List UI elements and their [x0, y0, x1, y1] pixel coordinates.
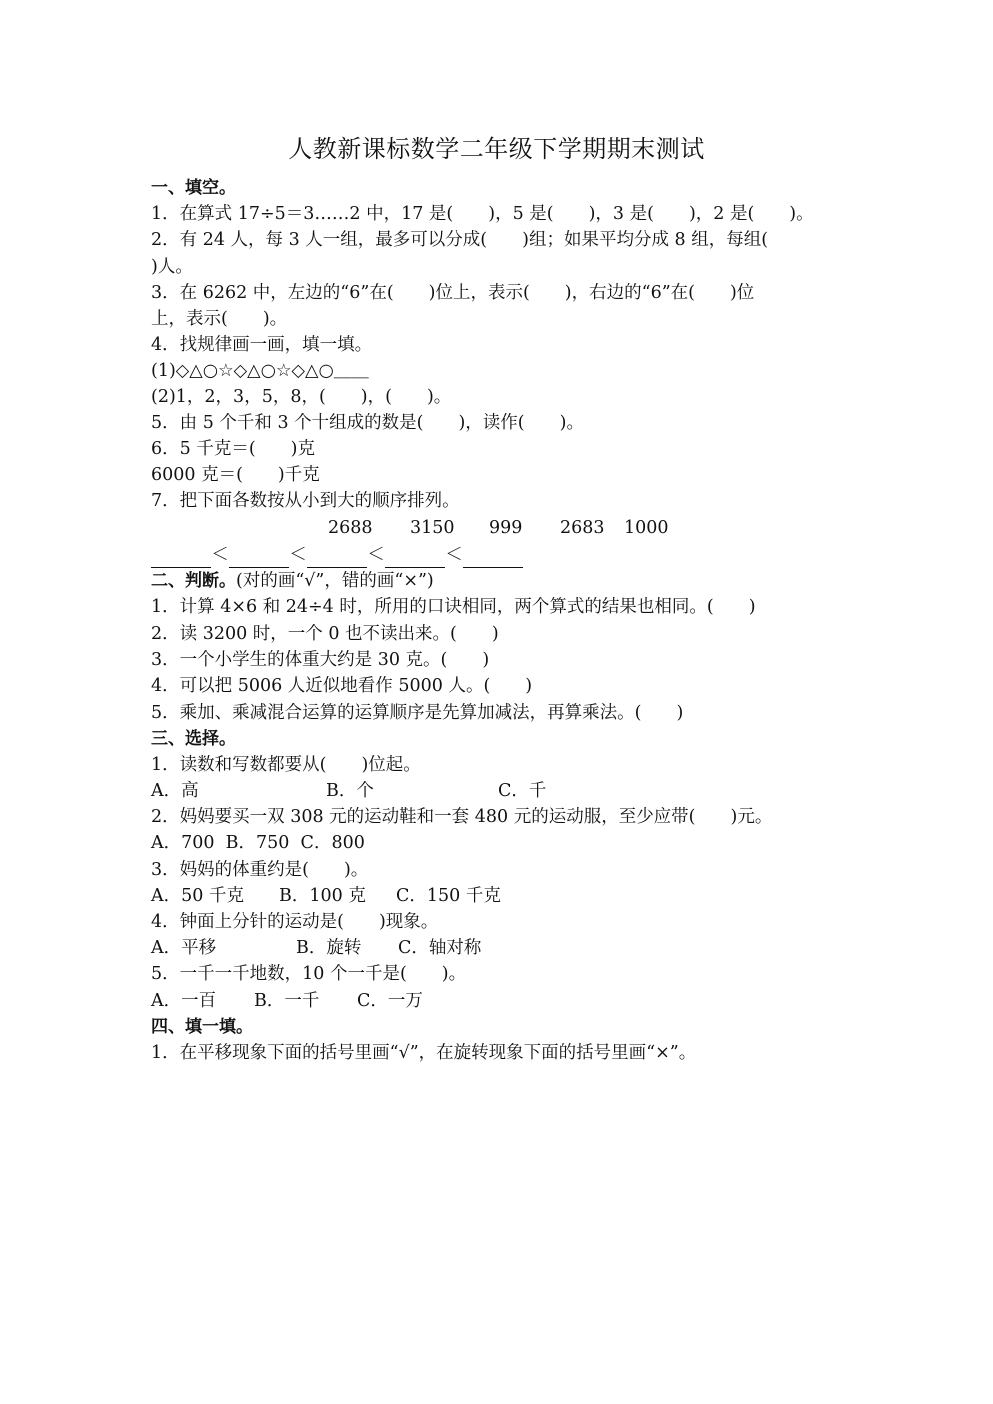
- question-2-5: 5．乘加、乘减混合运算的运算顺序是先算加减法，再算乘法。( ): [151, 703, 684, 723]
- question-1-4-part-1: (1)◇△○☆◇△○☆◇△○＿＿: [151, 361, 369, 381]
- answer-blank[interactable]: [385, 547, 445, 568]
- answer-blank[interactable]: [229, 547, 289, 568]
- question-1-4: 4．找规律画一画，填一填。: [151, 335, 373, 355]
- number-item: 2683: [560, 518, 605, 538]
- number-item: 3150: [410, 518, 455, 538]
- question-1-4-part-2: (2)1，2，3，5，8，( )，( )。: [151, 387, 452, 407]
- section-heading-true-false-row: [151, 568, 851, 594]
- less-than-sign: ＜: [289, 545, 307, 565]
- answer-blank[interactable]: [307, 547, 367, 568]
- question-1-3-line-b: 上，表示( )。: [151, 309, 288, 329]
- option-b: B．100 克: [279, 886, 366, 906]
- question-3-3: 3．妈妈的体重约是( )。: [151, 860, 369, 880]
- page-title: 人教新课标数学二年级下学期期末测试: [288, 135, 705, 163]
- section-heading-choice: 三、选择。: [151, 729, 236, 749]
- option-b: B．个: [326, 781, 374, 801]
- question-3-2-options: A．700 B．750 C．800: [151, 833, 365, 853]
- section-heading-true-false: 二、判断。: [151, 571, 236, 591]
- question-3-1: 1．读数和写数都要从( )位起。: [151, 755, 421, 775]
- question-2-1: 1．计算 4×6 和 24÷4 时，所用的口诀相同，两个算式的结果也相同。( ): [151, 597, 756, 617]
- section-heading-fill-in: 四、填一填。: [151, 1017, 253, 1037]
- number-item: 1000: [624, 518, 669, 538]
- option-b: B．一千: [254, 991, 320, 1011]
- option-b: B．旋转: [296, 938, 362, 958]
- ordering-blanks: [151, 542, 523, 568]
- question-1-2-line-b: )人。: [151, 257, 193, 277]
- question-1-2-line-a: 2．有 24 人，每 3 人一组，最多可以分成( )组；如果平均分成 8 组，每组(: [151, 230, 769, 250]
- question-1-5: 5．由 5 个千和 3 个十组成的数是( )，读作( )。: [151, 413, 584, 433]
- option-c: C．一万: [357, 991, 423, 1011]
- answer-blank[interactable]: [151, 547, 211, 568]
- option-a: A．一百: [151, 991, 217, 1011]
- section-heading-note: (对的画“√”，错的画“×”): [236, 571, 434, 591]
- option-c: C．千: [498, 781, 547, 801]
- question-1-6-a: 6．5 千克＝( )克: [151, 439, 315, 459]
- answer-blank[interactable]: [463, 547, 523, 568]
- option-a: A．高: [151, 781, 199, 801]
- question-3-2: 2．妈妈要买一双 308 元的运动鞋和一套 480 元的运动服，至少应带( )元。: [151, 807, 773, 827]
- option-a: A．50 千克: [151, 886, 244, 906]
- question-1-6-b: 6000 克＝( )千克: [151, 465, 320, 485]
- number-item: 2688: [328, 518, 373, 538]
- less-than-sign: ＜: [211, 545, 229, 565]
- question-3-4: 4．钟面上分针的运动是( )现象。: [151, 912, 439, 932]
- question-2-4: 4．可以把 5006 人近似地看作 5000 人。( ): [151, 676, 533, 696]
- option-a: A．平移: [151, 938, 217, 958]
- option-c: C．150 千克: [396, 886, 501, 906]
- less-than-sign: ＜: [367, 545, 385, 565]
- option-c: C．轴对称: [398, 938, 482, 958]
- question-4-1: 1．在平移现象下面的括号里画“√”，在旋转现象下面的括号里画“×”。: [151, 1043, 697, 1063]
- question-2-2: 2．读 3200 时，一个 0 也不读出来。( ): [151, 624, 499, 644]
- question-1-7: 7．把下面各数按从小到大的顺序排列。: [151, 491, 460, 511]
- question-1-1: 1．在算式 17÷5＝3……2 中，17 是( )，5 是( )，3 是( )，2 是( )。: [151, 204, 814, 224]
- question-3-5: 5．一千一千地数，10 个一千是( )。: [151, 964, 467, 984]
- section-heading-fill-blank: 一、填空。: [151, 178, 236, 198]
- number-item: 999: [489, 518, 523, 538]
- question-2-3: 3．一个小学生的体重大约是 30 克。( ): [151, 650, 490, 670]
- question-1-3-line-a: 3．在 6262 中，左边的“6”在( )位上，表示( )，右边的“6”在( )位: [151, 283, 755, 303]
- less-than-sign: ＜: [445, 545, 463, 565]
